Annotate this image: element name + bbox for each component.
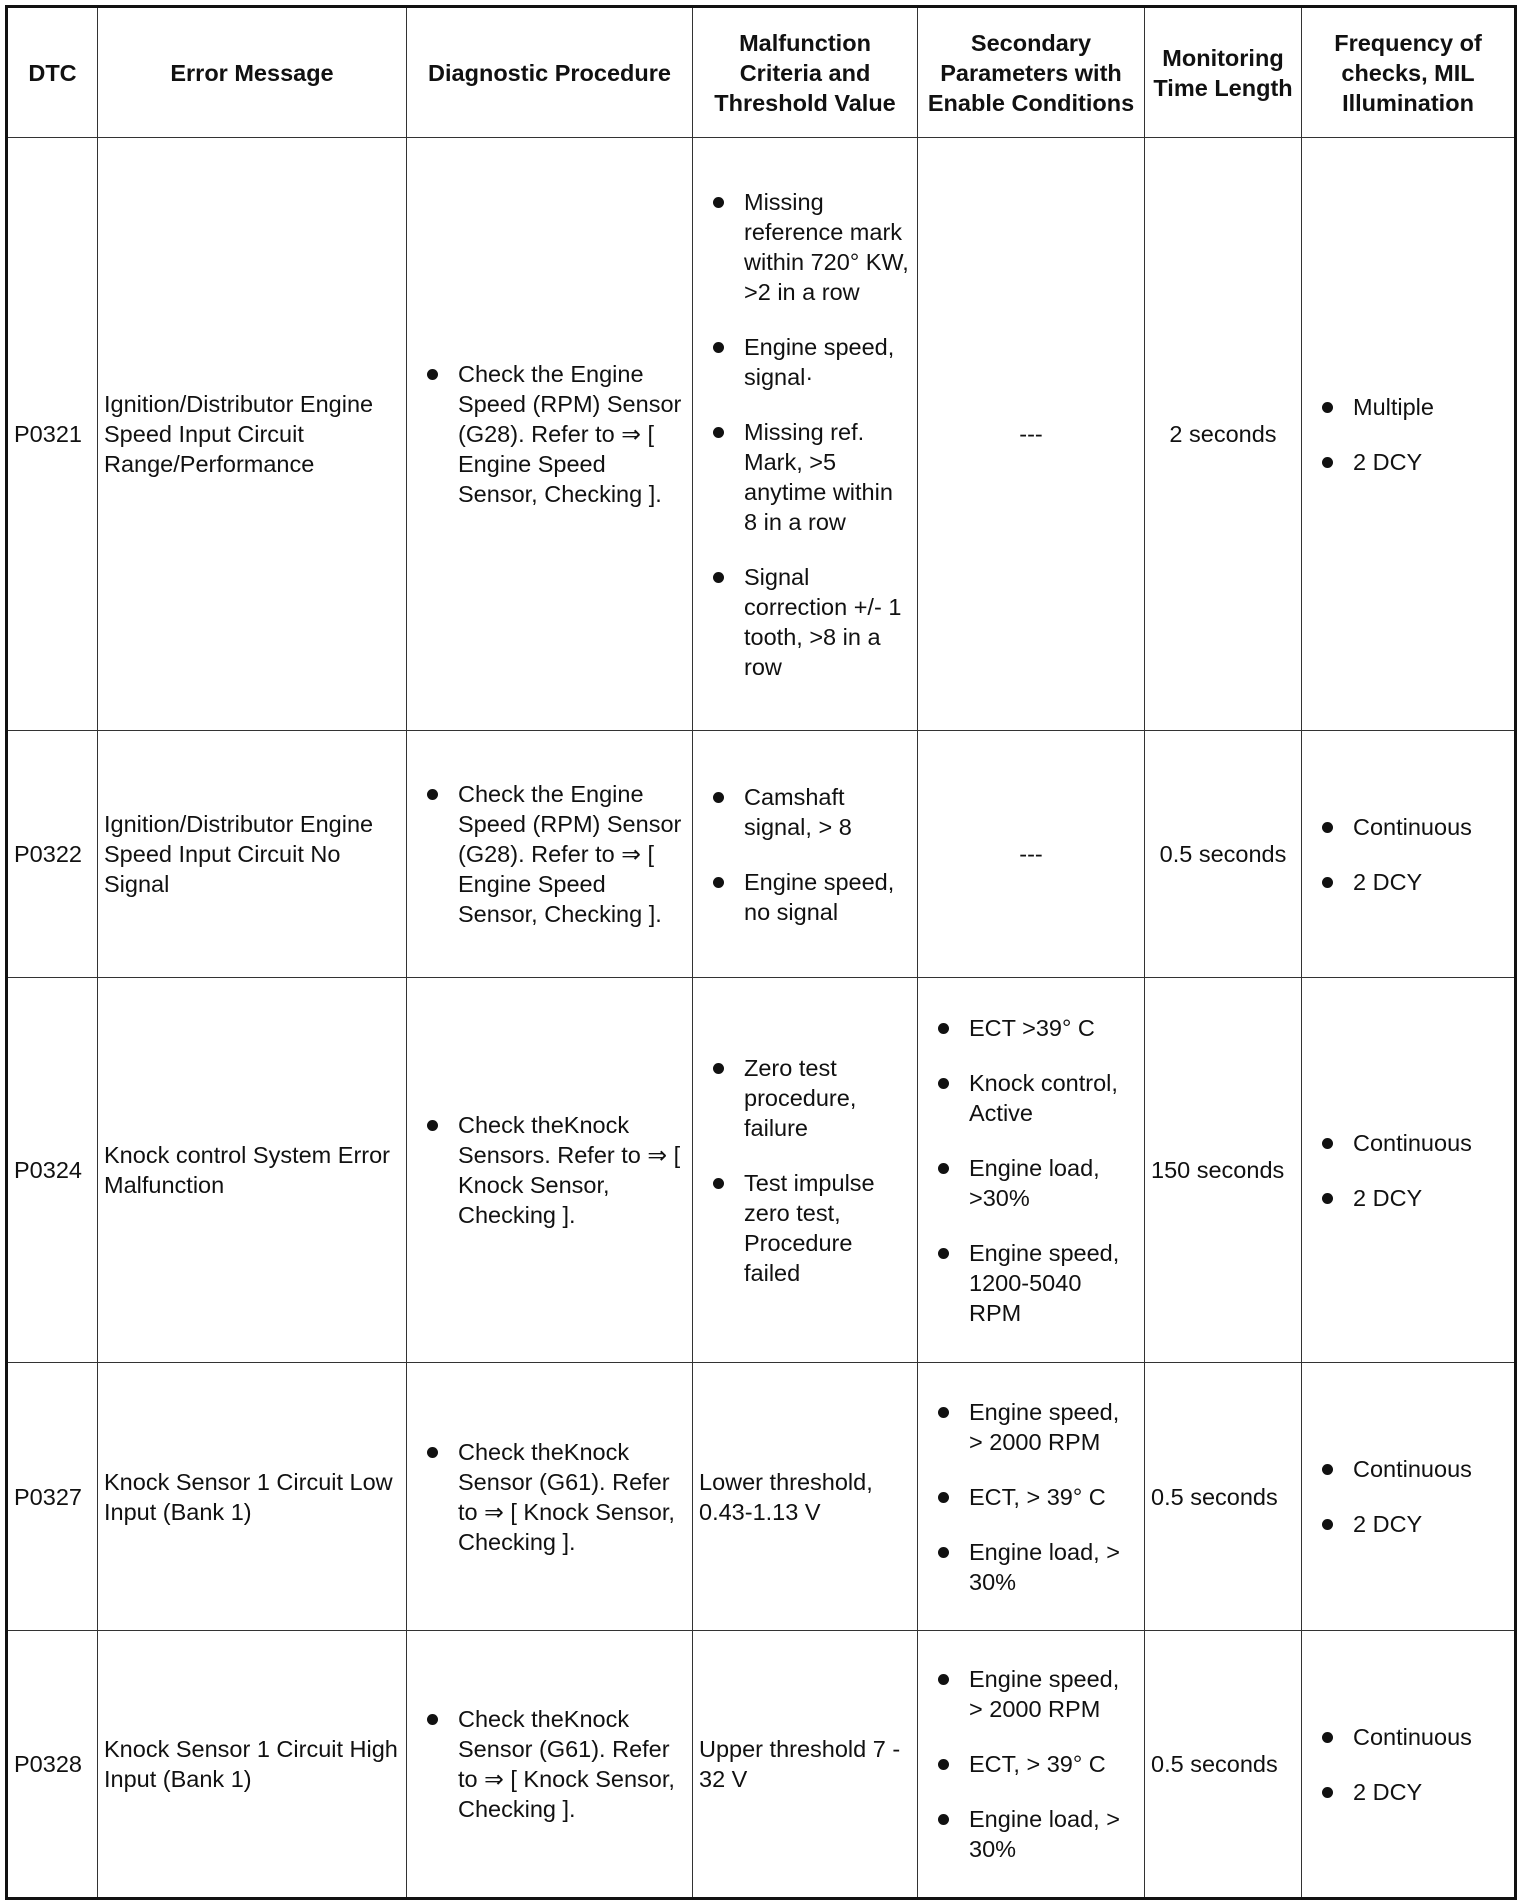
dtc-table	[5, 5, 1517, 1900]
frequency	[1302, 1631, 1516, 1899]
criteria-item: Camshaft signal, > 8	[699, 782, 911, 842]
secondary-item: ECT, > 39° C	[924, 1749, 1138, 1779]
secondary-item: Engine speed, > 2000 RPM	[924, 1397, 1138, 1457]
table-row	[7, 1363, 1516, 1631]
frequency	[1302, 978, 1516, 1363]
secondary-item: Engine speed, 1200-5040 RPM	[924, 1238, 1138, 1328]
secondary-parameters: ---	[918, 731, 1145, 978]
criteria-item: Missing ref. Mark, >5 anytime within 8 in a row	[699, 417, 911, 537]
criteria-item: Engine speed, no signal	[699, 867, 911, 927]
dtc-code: P0324	[7, 978, 98, 1363]
diagnostic-procedure	[407, 978, 693, 1363]
monitoring-time: 0.5 seconds	[1145, 1363, 1302, 1631]
header-frequency: Frequency of checks, MIL Illumination	[1302, 7, 1516, 138]
frequency	[1302, 731, 1516, 978]
frequency-item: 2 DCY	[1308, 1509, 1508, 1539]
frequency-item: 2 DCY	[1308, 867, 1508, 897]
secondary-item: ECT, > 39° C	[924, 1482, 1138, 1512]
secondary-parameters: ---	[918, 138, 1145, 731]
diagnostic-procedure	[407, 138, 693, 731]
monitoring-time: 0.5 seconds	[1145, 1631, 1302, 1899]
table-row	[7, 978, 1516, 1363]
monitoring-time: 2 seconds	[1145, 138, 1302, 731]
monitoring-time: 150 seconds	[1145, 978, 1302, 1363]
header-malfunction-criteria: Malfunction Criteria and Threshold Value	[693, 7, 918, 138]
frequency-item: Continuous	[1308, 1128, 1508, 1158]
dtc-code: P0327	[7, 1363, 98, 1631]
header-diagnostic-procedure: Diagnostic Procedure	[407, 7, 693, 138]
secondary-item: Engine speed, > 2000 RPM	[924, 1664, 1138, 1724]
malfunction-criteria	[693, 138, 918, 731]
procedure-item: Check theKnock Sensors. Refer to ⇒ [ Knock Sensor, Checking ].	[413, 1110, 686, 1230]
secondary-parameters	[918, 1631, 1145, 1899]
monitoring-time: 0.5 seconds	[1145, 731, 1302, 978]
criteria-item: Test impulse zero test, Procedure failed	[699, 1168, 911, 1288]
error-message: Knock control System Error Malfunction	[98, 978, 407, 1363]
frequency-item: 2 DCY	[1308, 1183, 1508, 1213]
secondary-item: Engine load, > 30%	[924, 1537, 1138, 1597]
frequency-item: 2 DCY	[1308, 447, 1508, 477]
error-message: Ignition/Distributor Engine Speed Input Circuit Range/Performance	[98, 138, 407, 731]
malfunction-criteria	[693, 978, 918, 1363]
criteria-item: Missing reference mark within 720° KW, >2 in a row	[699, 187, 911, 307]
table-header	[7, 7, 1516, 138]
table-row	[7, 731, 1516, 978]
frequency-item: Continuous	[1308, 1722, 1508, 1752]
dtc-code: P0322	[7, 731, 98, 978]
malfunction-criteria: Upper threshold 7 - 32 V	[693, 1631, 918, 1899]
malfunction-criteria	[693, 731, 918, 978]
diagnostic-procedure	[407, 1363, 693, 1631]
secondary-parameters	[918, 978, 1145, 1363]
frequency-item: 2 DCY	[1308, 1777, 1508, 1807]
header-dtc: DTC	[7, 7, 98, 138]
table-row	[7, 1631, 1516, 1899]
error-message: Knock Sensor 1 Circuit High Input (Bank 1)	[98, 1631, 407, 1899]
error-message: Ignition/Distributor Engine Speed Input Circuit No Signal	[98, 731, 407, 978]
secondary-item: ECT >39° C	[924, 1013, 1138, 1043]
frequency	[1302, 1363, 1516, 1631]
secondary-item: Engine load, > 30%	[924, 1804, 1138, 1864]
document-page	[5, 5, 1517, 1900]
procedure-item: Check the Engine Speed (RPM) Sensor (G28). Refer to ⇒ [ Engine Speed Sensor, Checking ].	[413, 359, 686, 509]
header-secondary-parameters: Secondary Parameters with Enable Conditions	[918, 7, 1145, 138]
header-error-message: Error Message	[98, 7, 407, 138]
diagnostic-procedure	[407, 731, 693, 978]
criteria-item: Signal correction +/- 1 tooth, >8 in a row	[699, 562, 911, 682]
procedure-item: Check theKnock Sensor (G61). Refer to ⇒ [ Knock Sensor, Checking ].	[413, 1437, 686, 1557]
malfunction-criteria: Lower threshold, 0.43-1.13 V	[693, 1363, 918, 1631]
procedure-item: Check the Engine Speed (RPM) Sensor (G28). Refer to ⇒ [ Engine Speed Sensor, Checking ].	[413, 779, 686, 929]
dtc-code: P0321	[7, 138, 98, 731]
frequency-item: Continuous	[1308, 1454, 1508, 1484]
secondary-parameters	[918, 1363, 1145, 1631]
secondary-item: Engine load, >30%	[924, 1153, 1138, 1213]
table-row	[7, 138, 1516, 731]
frequency-item: Multiple	[1308, 392, 1508, 422]
header-monitoring-time: Monitoring Time Length	[1145, 7, 1302, 138]
error-message: Knock Sensor 1 Circuit Low Input (Bank 1)	[98, 1363, 407, 1631]
diagnostic-procedure	[407, 1631, 693, 1899]
procedure-item: Check theKnock Sensor (G61). Refer to ⇒ [ Knock Sensor, Checking ].	[413, 1704, 686, 1824]
criteria-item: Zero test procedure, failure	[699, 1053, 911, 1143]
dtc-code: P0328	[7, 1631, 98, 1899]
frequency	[1302, 138, 1516, 731]
criteria-item: Engine speed, signal·	[699, 332, 911, 392]
secondary-item: Knock control, Active	[924, 1068, 1138, 1128]
frequency-item: Continuous	[1308, 812, 1508, 842]
